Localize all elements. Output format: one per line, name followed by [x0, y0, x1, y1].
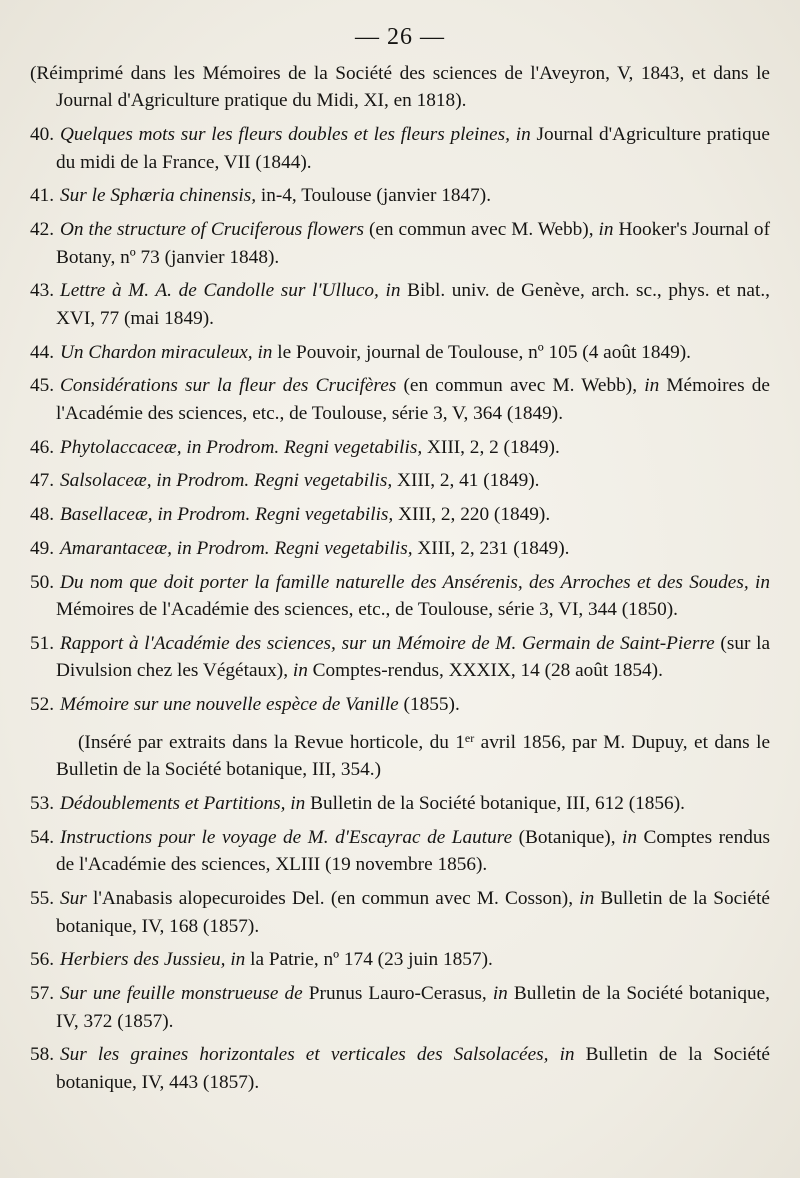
entry-text: Bulletin de la Société botanique, III, 612 (1856). — [305, 793, 685, 815]
italic-text: in — [515, 124, 531, 146]
italic-text: Herbiers des Jussieu, — [60, 949, 226, 971]
italic-text: Amarantaceæ, in Prodrom. Regni vegetabilis, — [60, 538, 413, 559]
bibliography-entry — [30, 434, 770, 461]
italic-text: Rapport à l'Académie des sciences, sur un Mémoire de M. Germain de Saint-Pierre — [60, 633, 715, 654]
entry-text: l'Anabasis alopecuroides Del. (en commun avec M. Cosson), — [86, 888, 580, 910]
entry-text — [548, 1044, 559, 1065]
italic-text: Sur une feuille monstrueuse de — [60, 983, 303, 1005]
entry-text: in-4, Toulouse (janvier 1847). — [256, 185, 492, 207]
entry-text: (1855). — [398, 694, 460, 716]
entry-text: Bibl. univ. de Genève, arch. sc., phys. et nat., XVI, 77 (mai 1849). — [56, 280, 770, 329]
italic-text: Salsolaceæ, in Prodrom. Regni vegetabilis, — [60, 470, 393, 492]
bibliography-entry — [30, 630, 770, 685]
entry-text: Journal d'Agriculture pratique du midi de la France, VII (1844). — [56, 124, 770, 173]
entry-number: 43. — [30, 280, 55, 302]
entry-text: le Pouvoir, journal de Toulouse, nº 105 (4 août 1849). — [272, 341, 691, 363]
entry-number: 44. — [30, 341, 55, 363]
italic-text: Quelques mots sur les fleurs doubles et les fleurs pleines, — [60, 124, 510, 146]
entry-number: 55. — [30, 888, 55, 910]
italic-text: in — [230, 949, 246, 971]
italic-text: Phytolaccaceæ, in Prodrom. Regni vegetabilis, — [60, 436, 423, 458]
entry-number: 42. — [30, 219, 55, 241]
entry-number: 54. — [30, 827, 55, 848]
entry-number: 50. — [30, 571, 55, 593]
entry-text: Mémoires de l'Académie des sciences, etc., de Toulouse, série 3, V, 364 (1849). — [56, 375, 770, 424]
italic-text: in — [755, 571, 770, 593]
bibliography-entry — [30, 216, 770, 271]
entry-text: (sur la Divulsion chez les Végétaux), — [56, 633, 770, 682]
entry-number: 48. — [30, 504, 55, 526]
entry-text: Bulletin de la Société botanique, IV, 372 (1857). — [56, 983, 770, 1032]
entry-number: 51. — [30, 633, 55, 654]
entry-text: XIII, 2, 231 (1849). — [412, 538, 570, 559]
entry-number: 58. — [30, 1044, 55, 1066]
entry-text: (Botanique), — [512, 827, 623, 848]
entry-text: (en commun avec M. Webb), — [364, 219, 599, 241]
bibliography-entry — [30, 60, 770, 115]
entry-text: Comptes rendus de l'Académie des sciences, XLIII (19 novembre 1856). — [56, 827, 770, 876]
entry-number: 47. — [30, 470, 55, 492]
italic-text: Mémoire sur une nouvelle espèce de Vanille — [60, 694, 399, 716]
bibliography-entry — [30, 501, 770, 528]
bibliography-entry — [30, 691, 770, 718]
entry-text: Bulletin de la Société botanique, IV, 443 (1857). — [56, 1044, 770, 1093]
italic-text: Du nom que doit porter la famille naturelle des Ansérenis, des Arroches et des Soudes, — [60, 571, 749, 593]
entry-text: la Patrie, nº 174 (23 juin 1857). — [245, 949, 493, 971]
entry-number: 41. — [30, 185, 55, 207]
bibliography-entry — [30, 980, 770, 1035]
italic-text: Sur les graines horizontales et verticales des Salsolacées, — [60, 1044, 549, 1066]
entry-text: Bulletin de la Société botanique, IV, 168 (1857). — [56, 888, 770, 937]
italic-text: Instructions pour le voyage de M. d'Escayrac de Lauture — [60, 827, 513, 848]
italic-text: Sur le Sphæria chinensis, — [60, 185, 257, 207]
bibliography-entry — [30, 467, 770, 494]
entry-text: XIII, 2, 41 (1849). — [392, 470, 540, 492]
bibliography-entry — [30, 946, 770, 973]
entry-text: Hooker's Journal of Botany, nº 73 (janvier 1848). — [56, 219, 770, 268]
italic-text: Dédoublements et Partitions, — [60, 793, 286, 815]
italic-text: in — [290, 793, 306, 815]
italic-text: in — [559, 1044, 575, 1066]
entry-number: 40. — [30, 124, 55, 146]
italic-text: in — [492, 983, 508, 1005]
page-number: — 26 — — [355, 24, 445, 50]
entry-text: Mémoires de l'Académie des sciences, etc., de Toulouse, série 3, VI, 344 (1850). — [56, 599, 678, 621]
bibliography-entry — [30, 824, 770, 879]
bibliography-entry — [30, 569, 770, 624]
entry-text: er — [464, 731, 475, 745]
bibliography-entry — [30, 339, 770, 366]
italic-text: Basellaceæ, in Prodrom. Regni vegetabilis, — [60, 504, 394, 526]
bibliography-entry — [30, 725, 770, 784]
italic-text: Lettre à M. A. de Candolle sur l'Ulluco, — [60, 280, 379, 302]
bibliography-entry — [30, 885, 770, 940]
italic-text: On the structure of Cruciferous flowers — [60, 219, 364, 241]
entry-number: 46. — [30, 436, 55, 458]
bibliography-entry — [30, 372, 770, 427]
bibliography-entry — [30, 535, 770, 562]
entry-text: Prunus Lauro-Cerasus, — [302, 983, 493, 1005]
entry-text: avril 1856, par M. Dupuy, et dans le Bulletin de la Société botanique, III, 354.) — [56, 732, 771, 781]
italic-text: in — [579, 888, 595, 910]
italic-text: Considérations sur la fleur des Crucifères — [60, 375, 397, 397]
italic-text: in — [598, 219, 614, 241]
entry-number: 53. — [30, 793, 55, 815]
italic-text: in — [292, 660, 308, 682]
bibliography-entry — [30, 121, 770, 176]
entry-number: 56. — [30, 949, 55, 971]
entry-text: XIII, 2, 220 (1849). — [393, 504, 551, 526]
italic-text: Un Chardon miraculeux, — [60, 341, 253, 363]
bibliography-entry — [30, 277, 770, 332]
entry-text: Comptes-rendus, XXXIX, 14 (28 août 1854). — [307, 660, 663, 682]
entry-number: 57. — [30, 983, 55, 1005]
italic-text: in — [385, 280, 401, 302]
italic-text: Sur — [60, 888, 87, 910]
bibliography-entry — [30, 790, 770, 817]
entry-text: (Inséré par extraits dans la Revue horticole, du 1 — [78, 732, 465, 753]
bibliography-entry — [30, 1041, 770, 1096]
entry-number: 52. — [30, 694, 55, 716]
entry-number: 45. — [30, 375, 55, 397]
entry-text: (Réimprimé dans les Mémoires de la Société des sciences de l'Aveyron, V, 1843, et dans le Journal d'Agriculture pratique du Midi, XI, en 1818). — [30, 63, 770, 112]
italic-text: in — [644, 375, 660, 397]
italic-text: in — [257, 341, 273, 363]
bibliography-list — [30, 60, 770, 1103]
bibliography-entry — [30, 182, 770, 209]
italic-text: in — [622, 827, 638, 848]
entry-text: XIII, 2, 2 (1849). — [422, 436, 560, 458]
entry-number: 49. — [30, 538, 55, 559]
entry-text: (en commun avec M. Webb), — [396, 375, 645, 397]
